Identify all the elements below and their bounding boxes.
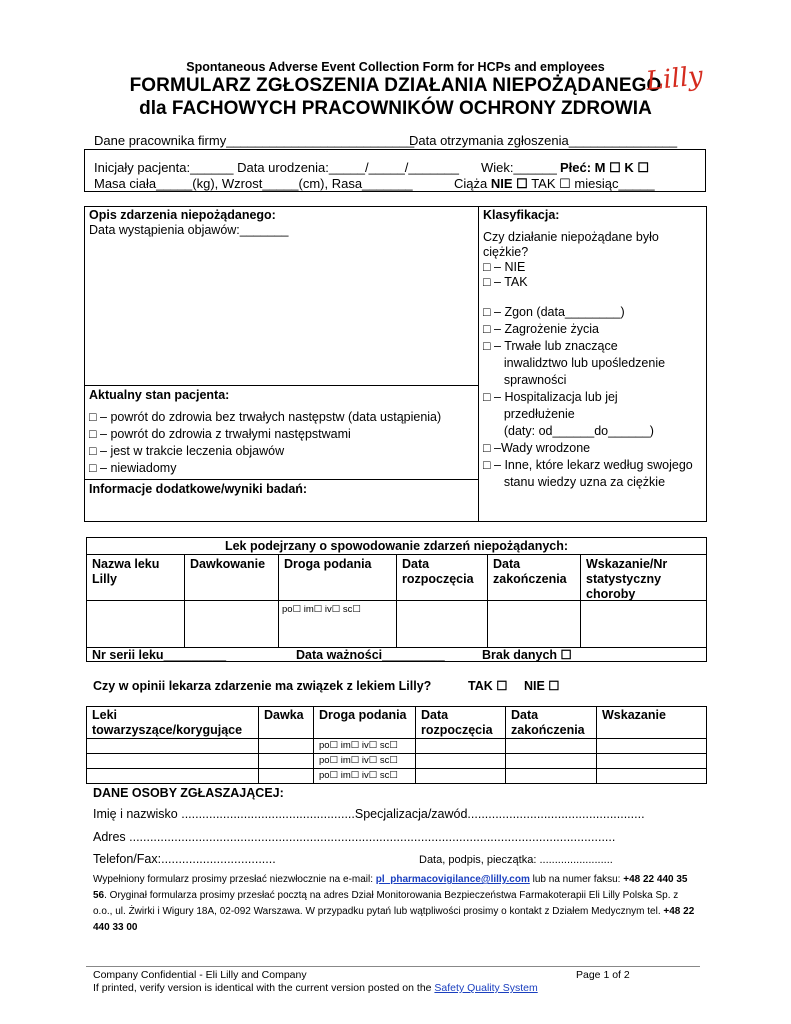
serious-question-2: ciężkie? [483,245,529,259]
col-start-date: Data rozpoczęcia [402,557,474,586]
reporter-title: DANE OSOBY ZGŁASZAJĄCEJ: [93,786,284,800]
footer-company: Company Confidential - Eli Lilly and Company [93,969,307,981]
pregnancy-tak-checkbox[interactable]: TAK ☐ miesiąc_____ [531,176,655,191]
route-options-row1[interactable]: po☐ im☐ iv☐ sc☐ [319,740,398,751]
crit-congenital[interactable]: □ –Wady wrodzone [483,441,591,455]
batch-number-field[interactable]: Nr serii leku_________ [92,648,227,662]
serious-question: Czy działanie niepożądane było [483,230,659,244]
event-description-title: Opis zdarzenia niepożądanego: [89,208,276,222]
patient-initials-dob-field[interactable]: Inicjały pacjenta:______ Data urodzenia:_____/_____/_______ [94,160,460,175]
lilly-logo: Lilly [644,61,705,97]
pregnancy-field[interactable] [454,176,655,192]
status-option-treatment[interactable]: □ – jest w trakcie leczenia objawów [89,444,285,458]
weight-height-race-field[interactable]: Masa ciała_____(kg), Wzrost_____(cm), Rasa_______ [94,176,413,191]
classification-title: Klasyfikacja: [483,208,560,222]
route-options-row3[interactable]: po☐ im☐ iv☐ sc☐ [319,770,398,781]
footer-rule [86,966,700,967]
col-end-date: Data zakończenia [493,557,567,586]
received-date-field[interactable]: Data otrzymania zgłoszenia_______________ [409,133,678,148]
instructions-text: Wypełniony formularz prosimy przesłać niezwłocznie na e-mail: pl_pharmacovigilance@lilly.com lub na numer faksu: +48 22 440 35 56. Oryginał formularza prosimy przesłać pocztą na adres Dział Monitorowania Bezpieczeństwa Farmakoterapii Eli Lilly Polska Sp. z o.o., ul. Żwirki i Wigury 18A, 02-092 Warszawa. W przypadku pytań lub wątpliwości prosimy o kontakt z Działem Medycznym tel. +48 22 440 33 00 [93,874,695,933]
signature-field[interactable]: Data, podpis, pieczątka: ........................ [419,854,613,866]
footer-verify: If printed, verify version is identical with the current version posted on the Safety Quality System [93,982,538,994]
crit-disability-3: sprawności [483,373,567,387]
pregnancy-nie-checkbox[interactable]: NIE ☐ [490,176,528,191]
crit-other-2: stanu wiedzy uzna za ciężkie [483,475,666,489]
crit-disability[interactable]: □ – Trwałe lub znaczące [483,339,618,353]
route-options[interactable]: po☐ im☐ iv☐ sc☐ [282,604,361,615]
status-option-recovered[interactable]: □ – powrót do zdrowia bez trwałych następstw (data ustąpienia) [89,410,442,424]
patient-status-title: Aktualny stan pacjenta: [89,388,230,402]
crit-hospitalization-2: przedłużenie [483,407,575,421]
onset-date-field[interactable]: Data wystąpienia objawów:_______ [89,223,289,237]
info-divider [84,479,478,480]
crit-other[interactable]: □ – Inne, które lekarz według swojego [483,458,693,472]
reporter-phone-field[interactable]: Telefon/Fax:................................. [93,852,276,866]
crit-death[interactable]: □ – Zgon (data________) [483,305,625,319]
pregnancy-label: Ciąża [454,176,488,191]
col-route-conc: Droga podania [319,708,407,722]
age-field[interactable]: Wiek:______ [481,160,557,175]
sex-checkboxes[interactable]: Płeć: M ☐ K ☐ [560,160,650,175]
relation-question: Czy w opinii lekarza zdarzenie ma związek z lekiem Lilly? [93,679,432,693]
col-dose: Dawka [264,708,304,722]
employee-field[interactable]: Dane pracownika firmy__________________________ [94,133,415,148]
email-link[interactable]: pl_pharmacovigilance@lilly.com [375,874,530,885]
reporter-name-field[interactable]: Imię i nazwisko ..................................................Specjalizacja/zawód................................................... [93,807,645,821]
col-end-conc: Data zakończenia [511,708,585,737]
form-title-line2: dla FACHOWYCH PRACOWNIKÓW OCHRONY ZDROWIA [139,98,652,119]
form-title: FORMULARZ ZGŁOSZENIA DZIAŁANIA NIEPOŻĄDANEGO [129,75,662,96]
no-data-checkbox[interactable]: Brak danych ☐ [482,648,572,662]
col-route: Droga podania [284,557,372,571]
form-subtitle: Spontaneous Adverse Event Collection Form for HCPs and employees [186,60,605,74]
col-start-conc: Data rozpoczęcia [421,708,493,737]
status-option-sequelae[interactable]: □ – powrót do zdrowia z trwałymi następstwami [89,427,351,441]
crit-life-threat[interactable]: □ – Zagrożenie życia [483,322,599,336]
serious-tak-checkbox[interactable]: □ – TAK [483,275,528,289]
crit-disability-2: inwalidztwo lub upośledzenie [483,356,666,370]
route-options-row2[interactable]: po☐ im☐ iv☐ sc☐ [319,755,398,766]
suspect-drug-title: Lek podejrzany o spowodowanie zdarzeń niepożądanych: [224,539,569,553]
expiry-date-field[interactable]: Data ważności_________ [296,648,445,662]
col-indication: Wskazanie/Nr statystyczny choroby [586,557,668,601]
status-divider [84,385,478,386]
reporter-address-field[interactable]: Adres ............................................................................................................................................ [93,830,616,844]
crit-hospitalization-dates[interactable]: (daty: od______do______) [483,424,654,438]
col-drug-name: Nazwa leku Lilly [92,557,160,586]
col-dosage: Dawkowanie [190,557,266,571]
relation-tak-checkbox[interactable]: TAK ☐ [468,679,508,693]
additional-info-title: Informacje dodatkowe/wyniki badań: [89,482,308,496]
col-indication-conc: Wskazanie [602,708,666,722]
safety-quality-link[interactable]: Safety Quality System [434,982,538,994]
status-option-unknown[interactable]: □ – niewiadomy [89,461,177,475]
event-divider [478,206,479,522]
footer-page: Page 1 of 2 [576,969,630,981]
col-concomitant-drugs: Leki towarzyszące/korygujące [92,708,243,737]
relation-nie-checkbox[interactable]: NIE ☐ [524,679,560,693]
crit-hospitalization[interactable]: □ – Hospitalizacja lub jej [483,390,618,404]
serious-nie-checkbox[interactable]: □ – NIE [483,260,526,274]
